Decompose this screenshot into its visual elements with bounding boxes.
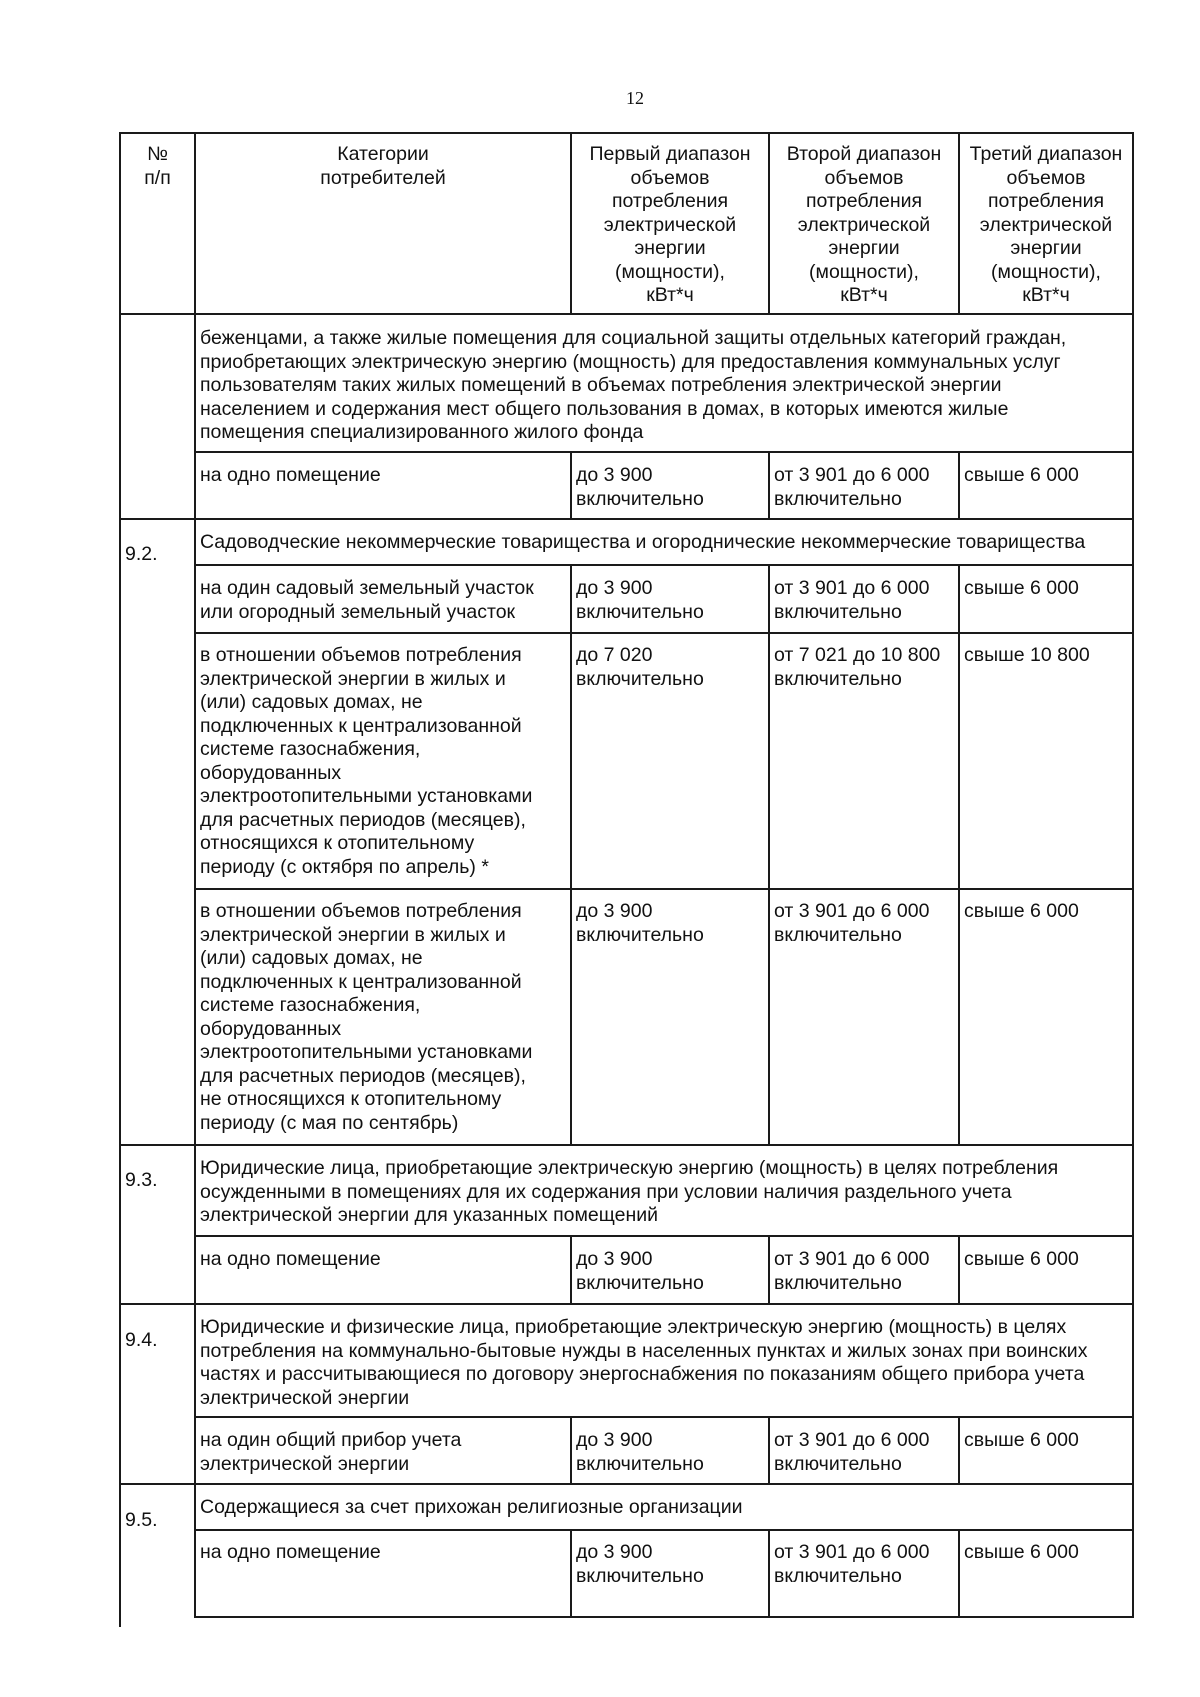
row-divider bbox=[194, 632, 1134, 634]
col-divider bbox=[194, 132, 196, 1618]
header-range-1: Первый диапазон объемов потребления электрической энергии (мощности), кВт*ч bbox=[589, 143, 751, 306]
row-range-1: до 3 900 включительно bbox=[576, 900, 704, 946]
row-divider bbox=[119, 313, 1134, 315]
continuation-text: беженцами, а также жилые помещения для социальной защиты отдельных категорий граждан, приобретающих электрическую энергию (мощность) для предоставления коммунальных услуг пользователям таких жилых помещений в объемах потребления электрической энергии населением и содержания мест общего пользования в домах, в которых имеются жилые помещения специализированного жилого фонда bbox=[200, 327, 1067, 443]
row-divider bbox=[194, 1235, 1134, 1237]
row-category: на один общий прибор учета электрической энергии bbox=[200, 1429, 462, 1475]
row-range-2: от 3 901 до 6 000 включительно bbox=[774, 1248, 930, 1294]
col-divider bbox=[768, 451, 770, 519]
continuation-row-range-1: до 3 900 включительно bbox=[576, 464, 704, 510]
row-range-3: свыше 10 800 bbox=[964, 644, 1090, 666]
col-divider bbox=[570, 1235, 572, 1304]
section-number: 9.4. bbox=[125, 1329, 158, 1351]
table-border-bottom bbox=[194, 1616, 1134, 1618]
header-range-2: Второй диапазон объемов потребления электрической энергии (мощности), кВт*ч bbox=[786, 143, 942, 306]
col-divider bbox=[768, 1416, 770, 1484]
table-border-right bbox=[1132, 132, 1134, 1618]
col-divider bbox=[768, 1235, 770, 1304]
continuation-row-range-2: от 3 901 до 6 000 включительно bbox=[774, 464, 930, 510]
row-range-3: свыше 6 000 bbox=[964, 1429, 1079, 1451]
table-border-top bbox=[119, 132, 1134, 134]
col-divider bbox=[958, 1235, 960, 1304]
header-range-3: Третий диапазон объемов потребления электрической энергии (мощности), кВт*ч bbox=[969, 143, 1123, 306]
row-range-3: свыше 6 000 bbox=[964, 577, 1079, 599]
col-divider bbox=[958, 1416, 960, 1484]
col-divider bbox=[570, 1416, 572, 1484]
col-divider bbox=[768, 564, 770, 1144]
row-range-2: от 3 901 до 6 000 включительно bbox=[774, 900, 930, 946]
row-range-2: от 3 901 до 6 000 включительно bbox=[774, 1429, 930, 1475]
row-category: на одно помещение bbox=[200, 1248, 381, 1270]
section-title: Садоводческие некоммерческие товарищества и огороднические некоммерческие товарищества bbox=[200, 531, 1086, 553]
row-range-1: до 3 900 включительно bbox=[576, 1541, 704, 1587]
row-divider bbox=[194, 1529, 1134, 1531]
continuation-row-category: на одно помещение bbox=[200, 464, 381, 486]
header-category: Категории потребителей bbox=[320, 143, 446, 189]
row-range-1: до 3 900 включительно bbox=[576, 1429, 704, 1475]
section-number: 9.2. bbox=[125, 543, 158, 565]
row-category: на одно помещение bbox=[200, 1541, 381, 1563]
continuation-row-range-3: свыше 6 000 bbox=[964, 464, 1079, 486]
col-divider bbox=[958, 1529, 960, 1617]
row-divider bbox=[119, 518, 1134, 520]
row-range-2: от 3 901 до 6 000 включительно bbox=[774, 577, 930, 623]
row-range-3: свыше 6 000 bbox=[964, 1541, 1079, 1563]
row-range-3: свыше 6 000 bbox=[964, 900, 1079, 922]
col-divider bbox=[570, 1529, 572, 1617]
row-range-1: до 3 900 включительно bbox=[576, 1248, 704, 1294]
col-divider bbox=[958, 564, 960, 1144]
section-title: Юридические и физические лица, приобретающие электрическую энергию (мощность) в целях потребления на коммунально-бытовые нужды в населенных пунктах и жилых зонах при воинских частях и рассчитывающиеся по договору энергоснабжения по показаниям общего прибора учета электрической энергии bbox=[200, 1316, 1088, 1409]
col-divider bbox=[958, 451, 960, 519]
row-divider bbox=[119, 1303, 1134, 1305]
row-range-2: от 7 021 до 10 800 включительно bbox=[774, 644, 941, 690]
row-category: в отношении объемов потребления электрической энергии в жилых и (или) садовых домах, не подключенных к централизованной системе газоснабжения, оборудованных электроотопительными установками для расчетных периодов (месяцев), относящихся к отопительному периоду (с октября по апрель) * bbox=[200, 644, 533, 878]
row-range-1: до 3 900 включительно bbox=[576, 577, 704, 623]
row-range-1: до 7 020 включительно bbox=[576, 644, 704, 690]
row-divider bbox=[119, 1483, 1134, 1485]
section-number: 9.5. bbox=[125, 1509, 158, 1531]
row-divider bbox=[194, 451, 1134, 453]
row-divider bbox=[194, 564, 1134, 566]
row-range-3: свыше 6 000 bbox=[964, 1248, 1079, 1270]
row-range-2: от 3 901 до 6 000 включительно bbox=[774, 1541, 930, 1587]
row-category: в отношении объемов потребления электрической энергии в жилых и (или) садовых домах, не подключенных к централизованной системе газоснабжения, оборудованных электроотопительными установками для расчетных периодов (месяцев), не относящихся к отопительному периоду (с мая по сентябрь) bbox=[200, 900, 533, 1134]
table-border-left bbox=[119, 132, 121, 1627]
col-divider bbox=[570, 451, 572, 519]
row-divider bbox=[194, 888, 1134, 890]
section-title: Содержащиеся за счет прихожан религиозные организации bbox=[200, 1496, 743, 1518]
col-divider bbox=[570, 564, 572, 1144]
section-title: Юридические лица, приобретающие электрическую энергию (мощность) в целях потребления осужденными в помещениях для их содержания при условии наличия раздельного учета электрической энергии для указанных помещений bbox=[200, 1157, 1059, 1226]
col-divider bbox=[768, 1529, 770, 1617]
row-divider bbox=[194, 1416, 1134, 1418]
row-divider bbox=[119, 1144, 1134, 1146]
page-number: 12 bbox=[626, 88, 644, 108]
row-category: на один садовый земельный участок или огородный земельный участок bbox=[200, 577, 534, 623]
section-number: 9.3. bbox=[125, 1169, 158, 1191]
header-num: № п/п bbox=[144, 143, 171, 189]
